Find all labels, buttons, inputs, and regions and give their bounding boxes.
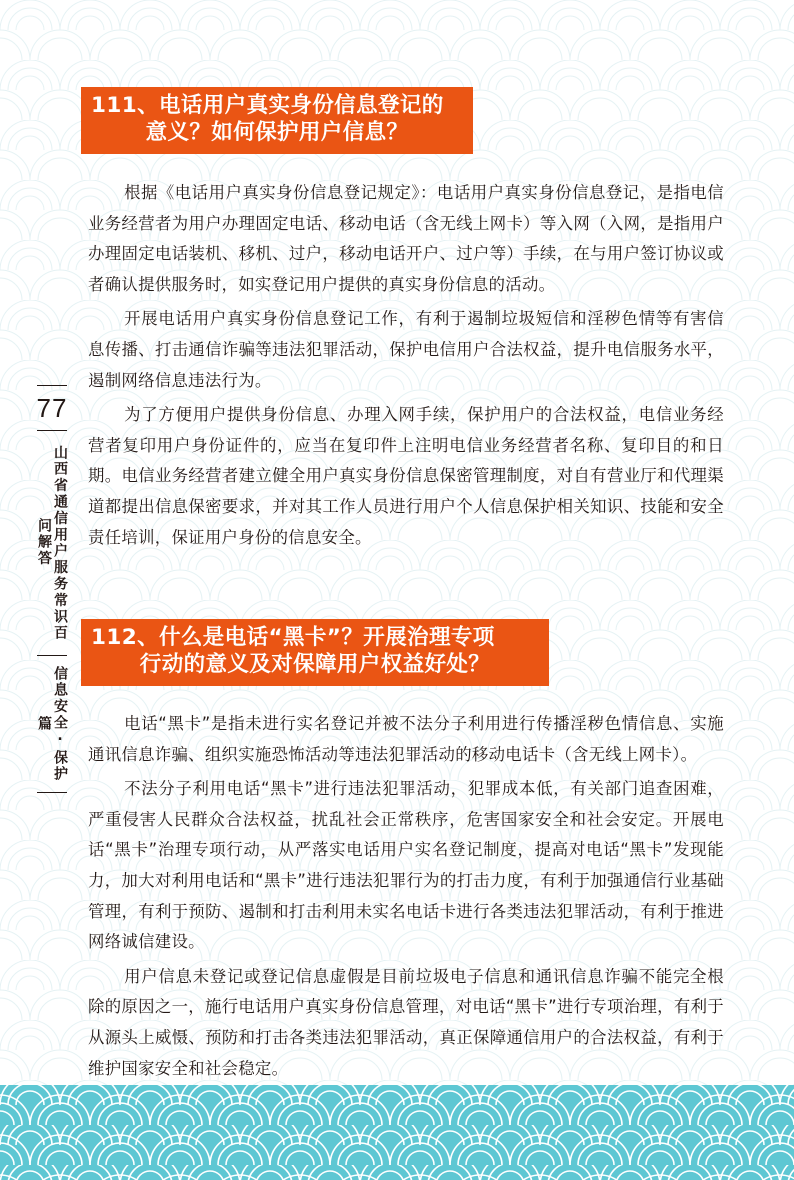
paragraph: 用户信息未登记或登记信息虚假是目前垃圾电子信息和通讯信息诈骗不能完全根除的原因之一，施行电话用户真实身份信息管理，对电话“黑卡”进行专项治理，有利于从源头上威慑、预防和打击各类违法犯罪活动，真正保障通信用户的合法权益，有利于维护国家安全和社会稳定。 [88,966,724,1078]
question-111-heading [81,87,473,154]
heading-line: 111、电话用户真实身份信息登记的 [91,93,444,118]
section-title: 信息安全·保护篇 [36,665,68,783]
page-number: 77 [36,393,68,423]
heading-line: 112、什么是电话“黑卡”？开展治理专项 [91,625,495,650]
paragraph: 开展电话用户真实身份信息登记工作，有利于遏制垃圾短信和淫秽色情等有害信息传播、打击通信诈骗等违法犯罪活动，保护电信用户合法权益，提升电信服务水平，遏制网络信息违法行为。 [88,309,724,390]
sidebar-rule [37,430,67,431]
paragraph: 根据《电话用户真实身份信息登记规定》：电话用户真实身份信息登记，是指电信业务经营者为用户办理固定电话、移动电话（含无线上网卡）等入网（入网，是指用户办理固定电话装机、移机、过户，移动电话开户、过户等）手续，在与用户签订协议或者确认提供服务时，如实登记用户提供的真实身份信息的活动。 [88,183,724,294]
question-112-heading [81,619,549,686]
book-title: 山西省通信用户服务常识百问解答 [36,444,68,642]
question-111-body [88,178,724,557]
sidebar-bottom-rule [37,792,67,793]
sidebar-rule [37,655,67,656]
paragraph: 为了方便用户提供身份信息、办理入网手续，保护用户的合法权益，电信业务经营者复印用户身份证件的，应当在复印件上注明电信业务经营者名称、复印目的和日期。电信业务经营者建立健全用户真实身份信息保密管理制度，对自有营业厅和代理渠道都提出信息保密要求，并对其工作人员进行用户个人信息保护相关知识、技能和安全责任培训，保证用户身份的信息安全。 [88,405,724,547]
heading-line: 行动的意义及对保障用户权益好处？ [139,652,491,677]
paragraph: 电话“黑卡”是指未进行实名登记并被不法分子利用进行传播淫秽色情信息、实施通讯信息诈骗、组织实施恐怖活动等违法犯罪活动的移动电话卡（含无线上网卡）。 [88,714,724,764]
sidebar [34,385,70,793]
heading-line: 意义？如何保护用户信息？ [145,120,409,145]
footer-wave-pattern [0,1085,794,1180]
question-112-body [88,709,724,1088]
paragraph: 不法分子利用电话“黑卡”进行违法犯罪活动，犯罪成本低，有关部门追查困难，严重侵害人民群众合法权益，扰乱社会正常秩序，危害国家安全和社会安定。开展电话“黑卡”治理专项行动，从严落实电话用户实名登记制度，提高对电话“黑卡”发现能力，加大对利用电话和“黑卡”进行违法犯罪行为的打击力度，有利于加强通信行业基础管理，有利于预防、遏制和打击利用未实名电话卡进行各类违法犯罪活动，有利于推进网络诚信建设。 [88,779,724,952]
